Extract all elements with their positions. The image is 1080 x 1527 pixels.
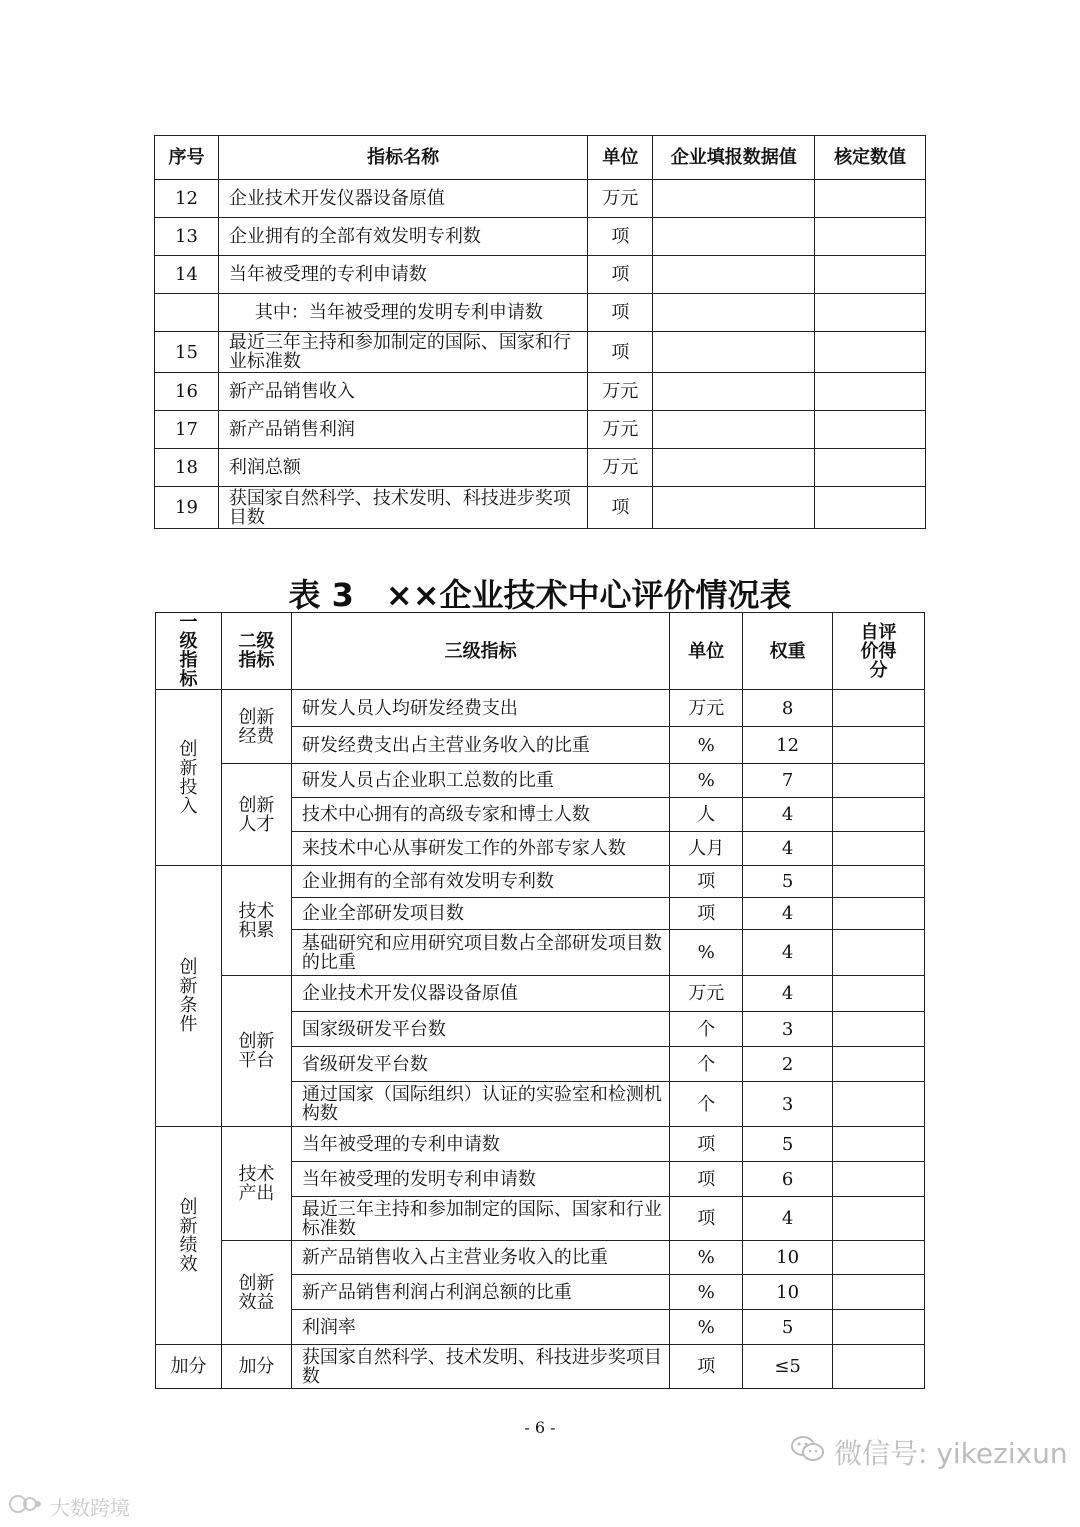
level3-name: 技术中心拥有的高级专家和博士人数: [291, 798, 669, 832]
unit: 项: [588, 218, 653, 256]
table-row: [155, 411, 926, 449]
weight: 4: [743, 798, 833, 832]
header-cell: 指标名称: [218, 136, 588, 180]
table-row: [155, 180, 926, 218]
brand-logo-icon: [8, 1493, 42, 1520]
weight: 4: [743, 832, 833, 866]
table-title: 表 3 ××企业技术中心评价情况表: [288, 576, 792, 614]
self-score-cell: [833, 1275, 925, 1310]
unit: 人: [670, 798, 743, 832]
row-number: 14: [155, 256, 219, 294]
table-row: [155, 256, 926, 294]
level3-name: 企业拥有的全部有效发明专利数: [291, 866, 669, 898]
weight: 4: [743, 898, 833, 930]
row-number: 13: [155, 218, 219, 256]
level2-cell: 创新平台: [221, 976, 291, 1127]
level3-name: 企业全部研发项目数: [291, 898, 669, 930]
unit: 项: [588, 256, 653, 294]
level3-name: 省级研发平台数: [291, 1047, 669, 1082]
wechat-icon: [790, 1434, 826, 1471]
wechat-watermark: [790, 1432, 1068, 1472]
unit: 项: [670, 1127, 743, 1162]
indicator-name: 新产品销售利润: [218, 411, 588, 449]
header-cell: 序号: [155, 136, 219, 180]
weight: 4: [743, 1197, 833, 1241]
unit: %: [670, 1275, 743, 1310]
unit: 项: [670, 1162, 743, 1197]
reported-value-cell: [653, 411, 815, 449]
self-score-cell: [833, 832, 925, 866]
verified-value-cell: [815, 411, 926, 449]
header-cell: 单位: [670, 613, 743, 690]
weight: 4: [743, 976, 833, 1012]
level2-cell: 创新人才: [221, 764, 291, 866]
weight: 12: [743, 727, 833, 764]
unit: 个: [670, 1047, 743, 1082]
weight: 5: [743, 1310, 833, 1345]
self-score-cell: [833, 1345, 925, 1389]
self-score-cell: [833, 976, 925, 1012]
unit: 项: [670, 1197, 743, 1241]
header-cell: 核定数值: [815, 136, 926, 180]
header-cell: 权重: [743, 613, 833, 690]
unit: 项: [670, 1345, 743, 1389]
unit: %: [670, 727, 743, 764]
unit: 万元: [588, 373, 653, 411]
level3-name: 国家级研发平台数: [291, 1012, 669, 1047]
row-number: 17: [155, 411, 219, 449]
row-number: 18: [155, 449, 219, 487]
unit: 万元: [588, 449, 653, 487]
level2-cell: 技术产出: [221, 1127, 291, 1241]
weight: 5: [743, 1127, 833, 1162]
self-score-cell: [833, 1047, 925, 1082]
reported-value-cell: [653, 256, 815, 294]
page-number: - 6 -: [524, 1418, 556, 1437]
table-row: [156, 764, 925, 798]
row-number: 16: [155, 373, 219, 411]
level3-name: 获国家自然科学、技术发明、科技进步奖项目数: [291, 1345, 669, 1389]
header-cell: 企业填报数据值: [653, 136, 815, 180]
self-score-cell: [833, 1012, 925, 1047]
unit: 项: [588, 487, 653, 529]
self-score-cell: [833, 690, 925, 727]
level3-name: 研发人员人均研发经费支出: [291, 690, 669, 727]
table-row: [155, 449, 926, 487]
table-header-row: [155, 136, 926, 180]
verified-value-cell: [815, 487, 926, 529]
self-score-cell: [833, 898, 925, 930]
self-score-cell: [833, 866, 925, 898]
unit: %: [670, 1241, 743, 1275]
table-row: [156, 866, 925, 898]
header-cell: 三级指标: [291, 613, 669, 690]
self-score-cell: [833, 764, 925, 798]
verified-value-cell: [815, 256, 926, 294]
self-score-cell: [833, 1197, 925, 1241]
table-row: [155, 218, 926, 256]
weight: 3: [743, 1082, 833, 1127]
table-row: [156, 1241, 925, 1275]
unit: %: [670, 1310, 743, 1345]
indicator-name: 最近三年主持和参加制定的国际、国家和行业标准数: [218, 332, 588, 373]
level1-cell: 创新投入: [156, 690, 222, 866]
evaluation-table: [155, 612, 925, 1389]
self-score-cell: [833, 1127, 925, 1162]
verified-value-cell: [815, 373, 926, 411]
level2-cell: 技术积累: [221, 866, 291, 976]
level3-name: 研发人员占企业职工总数的比重: [291, 764, 669, 798]
verified-value-cell: [815, 449, 926, 487]
weight: 4: [743, 930, 833, 976]
weight: 10: [743, 1241, 833, 1275]
level1-cell: 加分: [156, 1345, 222, 1389]
reported-value-cell: [653, 218, 815, 256]
reported-value-cell: [653, 449, 815, 487]
indicator-name: 企业拥有的全部有效发明专利数: [218, 218, 588, 256]
unit: 万元: [588, 411, 653, 449]
row-number: 15: [155, 332, 219, 373]
weight: ≤5: [743, 1345, 833, 1389]
level3-name: 最近三年主持和参加制定的国际、国家和行业标准数: [291, 1197, 669, 1241]
site-watermark: [8, 1492, 130, 1521]
unit: 项: [670, 866, 743, 898]
unit: 个: [670, 1012, 743, 1047]
row-number: 12: [155, 180, 219, 218]
level3-name: 新产品销售收入占主营业务收入的比重: [291, 1241, 669, 1275]
self-score-cell: [833, 1310, 925, 1345]
verified-value-cell: [815, 180, 926, 218]
level1-cell: 创新条件: [156, 866, 222, 1127]
unit: 万元: [588, 180, 653, 218]
level3-name: 研发经费支出占主营业务收入的比重: [291, 727, 669, 764]
weight: 6: [743, 1162, 833, 1197]
verified-value-cell: [815, 332, 926, 373]
weight: 2: [743, 1047, 833, 1082]
unit: %: [670, 930, 743, 976]
indicator-name: 企业技术开发仪器设备原值: [218, 180, 588, 218]
row-number: [155, 294, 219, 332]
table-row: [156, 1345, 925, 1389]
level1-cell: 创新绩效: [156, 1127, 222, 1345]
unit: 人月: [670, 832, 743, 866]
header-cell: 自评价得分: [833, 613, 925, 690]
level2-cell: 创新经费: [221, 690, 291, 764]
header-cell: 单位: [588, 136, 653, 180]
table-row: [155, 373, 926, 411]
indicator-name: 获国家自然科学、技术发明、科技进步奖项目数: [218, 487, 588, 529]
watermark-text: 大数跨境: [50, 1496, 130, 1520]
weight: 5: [743, 866, 833, 898]
table-row: [155, 332, 926, 373]
level3-name: 当年被受理的专利申请数: [291, 1127, 669, 1162]
unit: 项: [588, 332, 653, 373]
row-number: 19: [155, 487, 219, 529]
unit: %: [670, 764, 743, 798]
weight: 7: [743, 764, 833, 798]
header-cell: 一级指标: [156, 613, 222, 690]
level3-name: 利润率: [291, 1310, 669, 1345]
weight: 8: [743, 690, 833, 727]
verified-value-cell: [815, 218, 926, 256]
table-row: [156, 690, 925, 727]
level3-name: 新产品销售利润占利润总额的比重: [291, 1275, 669, 1310]
unit: 万元: [670, 976, 743, 1012]
level3-name: 来技术中心从事研发工作的外部专家人数: [291, 832, 669, 866]
indicator-table: [154, 135, 926, 529]
level3-name: 通过国家（国际组织）认证的实验室和检测机构数: [291, 1082, 669, 1127]
verified-value-cell: [815, 294, 926, 332]
indicator-name: 新产品销售收入: [218, 373, 588, 411]
reported-value-cell: [653, 180, 815, 218]
weight: 3: [743, 1012, 833, 1047]
reported-value-cell: [653, 332, 815, 373]
self-score-cell: [833, 798, 925, 832]
unit: 项: [588, 294, 653, 332]
table-row: [156, 976, 925, 1012]
table-row: [155, 487, 926, 529]
reported-value-cell: [653, 294, 815, 332]
reported-value-cell: [653, 487, 815, 529]
unit: 项: [670, 898, 743, 930]
table-row: [156, 1127, 925, 1162]
unit: 万元: [670, 690, 743, 727]
reported-value-cell: [653, 373, 815, 411]
weight: 10: [743, 1275, 833, 1310]
header-cell: 二级指标: [221, 613, 291, 690]
level3-name: 当年被受理的发明专利申请数: [291, 1162, 669, 1197]
table-header-row: [156, 613, 925, 690]
watermark-text: 微信号: yikezixun: [834, 1437, 1068, 1470]
level2-cell: 加分: [221, 1345, 291, 1389]
indicator-name: 其中：当年被受理的发明专利申请数: [218, 294, 588, 332]
level3-name: 基础研究和应用研究项目数占全部研发项目数的比重: [291, 930, 669, 976]
unit: 个: [670, 1082, 743, 1127]
level3-name: 企业技术开发仪器设备原值: [291, 976, 669, 1012]
self-score-cell: [833, 1162, 925, 1197]
self-score-cell: [833, 930, 925, 976]
self-score-cell: [833, 1082, 925, 1127]
self-score-cell: [833, 727, 925, 764]
level2-cell: 创新效益: [221, 1241, 291, 1345]
self-score-cell: [833, 1241, 925, 1275]
table-row: [155, 294, 926, 332]
indicator-name: 当年被受理的专利申请数: [218, 256, 588, 294]
indicator-name: 利润总额: [218, 449, 588, 487]
